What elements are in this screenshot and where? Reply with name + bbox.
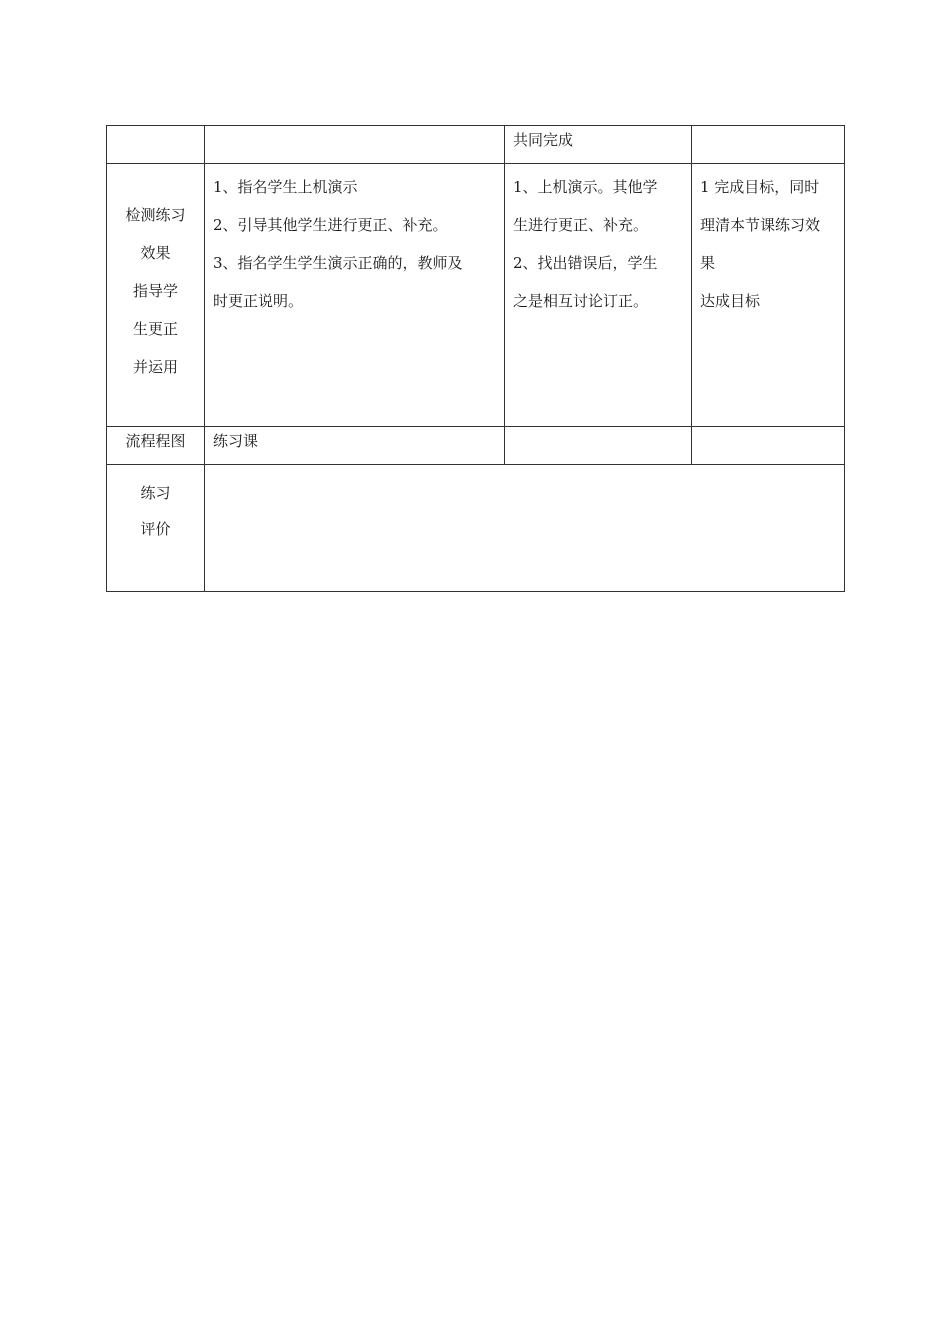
goal-line: 理清本节课练习效	[700, 216, 821, 234]
table-row-flow	[107, 427, 845, 465]
cell-top-goal	[692, 126, 845, 164]
teacher-line: 2、引导其他学生进行更正、补充。	[213, 216, 448, 234]
student-line: 2、找出错误后，学生	[513, 254, 658, 272]
student-line: 之是相互讨论订正。	[513, 292, 649, 310]
label-line: 效果	[140, 244, 171, 262]
goal-line: 果	[700, 254, 716, 272]
cell-main-goal	[692, 164, 845, 427]
cell-flow-label	[107, 427, 205, 465]
cell-flow-student	[505, 427, 692, 465]
cell-main-label	[107, 164, 205, 427]
cell-eval-label	[107, 465, 205, 592]
table-row-main	[107, 164, 845, 427]
eval-label-line: 评价	[140, 520, 171, 538]
cell-top-teacher	[205, 126, 505, 164]
cell-flow-goal	[692, 427, 845, 465]
label-line: 检测练习	[125, 206, 186, 224]
teacher-line: 时更正说明。	[213, 292, 304, 310]
teacher-line: 1、指名学生上机演示	[213, 178, 358, 196]
flow-content-text: 练习课	[213, 432, 259, 450]
flow-label-text: 流程程图	[125, 432, 186, 450]
student-line: 1、上机演示。其他学	[513, 178, 658, 196]
label-line: 指导学	[132, 282, 178, 300]
goal-line: 1 完成目标，同时	[700, 178, 820, 196]
student-line: 生进行更正、补充。	[513, 216, 649, 234]
label-line: 并运用	[132, 358, 178, 376]
cell-top-label	[107, 126, 205, 164]
cell-top-student	[505, 126, 692, 164]
table-row-eval	[107, 465, 845, 592]
top-student-text: 共同完成	[513, 131, 574, 149]
eval-label-line: 练习	[140, 484, 171, 502]
cell-flow-content	[205, 427, 505, 465]
goal-line: 达成目标	[700, 292, 761, 310]
cell-main-student	[505, 164, 692, 427]
lesson-plan-table	[106, 125, 845, 592]
table-row-top	[107, 126, 845, 164]
label-line: 生更正	[132, 320, 178, 338]
teacher-line: 3、指名学生学生演示正确的，教师及	[213, 254, 463, 272]
cell-main-teacher	[205, 164, 505, 427]
cell-eval-content	[205, 465, 845, 592]
